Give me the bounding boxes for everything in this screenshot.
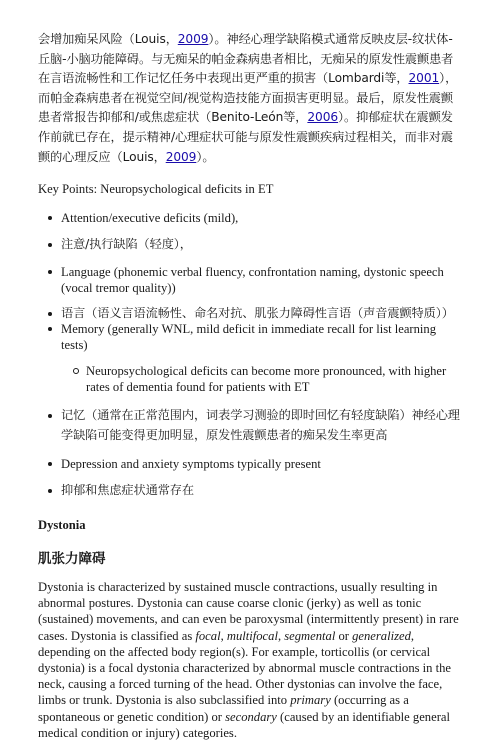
dystonia-heading-cn: 肌张力障碍 [38, 550, 106, 567]
bullet-attention-en: Attention/executive deficits (mild), [38, 210, 462, 226]
bullet-depression-cn: 抑郁和焦虑症状通常存在 [38, 481, 462, 501]
bullet-memory-cn: 记忆（通常在正常范围内，词表学习测验的即时回忆有轻度缺陷）神经心理学缺陷可能变得更加明显，原发性震颤患者的痴呆发生率更高 [38, 406, 462, 445]
bullet-attention-cn: 注意/执行缺陷（轻度）， [38, 235, 462, 255]
citation-link-louis-2009[interactable]: 2009 [177, 32, 209, 46]
document-page [38, 30, 462, 741]
citation-link-benito-leon-2006[interactable]: 2006 [307, 110, 339, 125]
citation-link-lombardi-2001[interactable]: 2001 [408, 71, 440, 86]
bullet-language-en: Language (phonemic verbal fluency, confrontation naming, dystonic speech (vocal tremor quality)) [38, 264, 462, 296]
bullet-memory-en: Memory (generally WNL, mild deficit in immediate recall for list learning tests) [38, 321, 462, 353]
intro-paragraph-cn: 会增加痴呆风险（Louis，2009）。神经心理学缺陷模式通常反映皮层-纹状体-丘脑-小脑功能障碍。与无痴呆的帕金森病患者相比，无痴呆的原发性震颤患者在言语流畅性和工作记忆任务中表现出更严重的损害（Lombardi等，2001），而帕金森病患者在视觉空间/视觉构造技能方面损害更明显。最后，原发性震颤患者常报告抑郁和/或焦虑症状（Benito-León等，2006）。抑郁症状在震颤发作前就已存在，提示精神/心理症状可能与原发性震颤疾病过程相关，而非对震颤的心理反应（Louis，2009）。 [38, 32, 458, 164]
dystonia-paragraph: Dystonia is characterized by sustained muscle contractions, usually resulting in abnormal postures. Dystonia can cause coarse clonic (jerky) as well as tonic (sustained) movements, and can even be paroxysmal (intermittently present) in rare cases. Dystonia is classified as focal, multifocal, segmental or generalized, depending on the affected body region(s). For example, torticollis (or cervical dystonia) is a focal dystonia characterized by abnormal muscle contractions in the neck, causing a forced turning of the head. Other dystonias can involve the face, limbs or trunk. Dystonia is also subclassified into primary (occurring as a spontaneous or genetic condition) or secondary (caused by an identifiable general medical condition or injury) categories. [38, 579, 459, 740]
dystonia-heading-en: Dystonia [38, 517, 86, 532]
bullet-language-cn: 语言（语义言语流畅性、命名对抗、肌张力障碍性言语（声音震颤特质）） [38, 304, 462, 324]
citation-link-louis-2009-b[interactable]: 2009 [165, 149, 197, 164]
key-points-title: Key Points: Neuropsychological deficits in ET [38, 182, 274, 197]
bullet-depression-en: Depression and anxiety symptoms typically present [38, 456, 462, 472]
sub-bullet-memory-dementia: Neuropsychological deficits can become more pronounced, with higher rates of dementia found for patients with ET [38, 363, 462, 395]
key-points-list [38, 210, 462, 501]
